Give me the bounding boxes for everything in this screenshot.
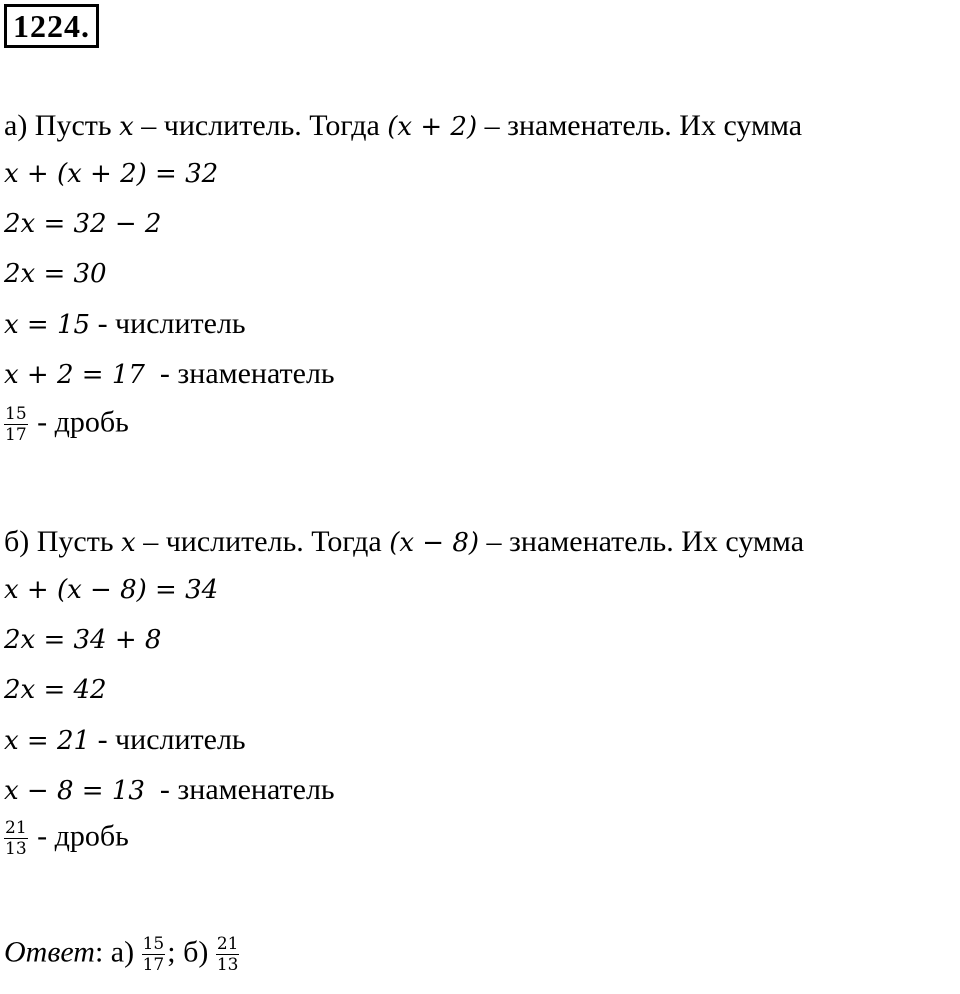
part-b-fraction: [4, 818, 28, 859]
part-a-equation-2: 2x = 32 − 2: [4, 209, 162, 239]
part-b-fraction-text: - дробь: [29, 819, 129, 853]
part-b-equation-3: 2x = 42: [4, 675, 107, 705]
part-b-equation-4: [4, 722, 246, 759]
part-b-expression: (x − 8): [389, 528, 480, 558]
problem-number: 1224.: [4, 4, 99, 48]
part-a-expression: (x + 2): [387, 112, 478, 142]
part-b-eq4-text: - числитель: [90, 723, 246, 756]
part-a-equation-3: 2x = 30: [4, 259, 107, 289]
part-a-equation-5: [4, 356, 335, 393]
part-a-text1: – числитель. Тогда: [133, 109, 388, 142]
part-b-intro: [4, 524, 804, 561]
answer-separator: ; б): [167, 935, 216, 969]
answer-colon: :: [94, 935, 104, 969]
answer-a-num: 15: [142, 934, 165, 954]
answer-a-den: 17: [142, 955, 165, 975]
part-b-eq5-text: - знаменатель: [144, 773, 335, 806]
part-a-text2: – знаменатель. Их сумма: [477, 109, 803, 142]
part-a-intro: [4, 108, 802, 145]
part-a-equation-1: x + (x + 2) = 32: [4, 159, 219, 189]
answer-label: Ответ: [4, 935, 95, 969]
part-b-fraction-num: 21: [5, 818, 27, 838]
part-b-equation-2: 2x = 34 + 8: [4, 625, 162, 655]
part-a-fraction-den: 17: [5, 425, 27, 445]
answer-b-fraction: [216, 934, 240, 975]
part-a-equation-4: [4, 306, 246, 343]
part-a-eq4-math: x = 15: [4, 310, 91, 340]
part-a-fraction-num: 15: [5, 404, 27, 424]
part-b-fraction-line: [4, 818, 129, 859]
part-b-eq4-math: x = 21: [4, 726, 91, 756]
part-b-fraction-den: 13: [5, 839, 27, 859]
part-b-variable: x: [121, 528, 136, 558]
part-b-equation-5: [4, 772, 335, 809]
answer-a-label: а): [103, 935, 142, 969]
part-a-fraction-text: - дробь: [29, 405, 129, 439]
part-a-label: а) Пусть: [4, 109, 120, 142]
answer-line: [4, 934, 241, 975]
answer-b-den: 13: [216, 955, 239, 975]
answer-a-fraction: [142, 934, 166, 975]
part-b-eq5-math: x − 8 = 13: [4, 776, 145, 806]
part-a-eq5-math: x + 2 = 17: [4, 360, 145, 390]
part-a-eq5-text: - знаменатель: [144, 357, 335, 390]
answer-b-num: 21: [216, 934, 239, 954]
part-b-text1: – числитель. Тогда: [135, 525, 390, 558]
part-b-label: б) Пусть: [4, 525, 122, 558]
part-b-equation-1: x + (x − 8) = 34: [4, 575, 219, 605]
part-a-fraction-line: [4, 404, 129, 445]
part-a-fraction: [4, 404, 28, 445]
part-a-variable: x: [119, 112, 134, 142]
part-a-eq4-text: - числитель: [90, 307, 246, 340]
part-b-text2: – знаменатель. Их сумма: [479, 525, 805, 558]
